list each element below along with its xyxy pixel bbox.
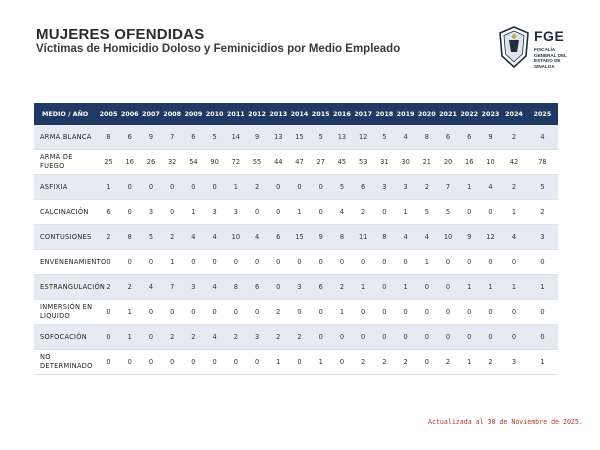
row-label: SOFOCACIÓN xyxy=(34,325,98,350)
table-cell: 6 xyxy=(459,125,480,150)
table-cell: 13 xyxy=(268,125,289,150)
table-cell: 2 xyxy=(353,200,374,225)
table-cell: 5 xyxy=(140,225,161,250)
table-cell: 0 xyxy=(268,200,289,225)
table-cell: 1 xyxy=(459,175,480,200)
column-header-year: 2005 xyxy=(98,103,119,125)
table-cell: 0 xyxy=(480,325,501,350)
table-cell: 0 xyxy=(204,250,225,275)
table-cell: 0 xyxy=(98,250,119,275)
table-cell: 2 xyxy=(225,325,246,350)
page-title: MUJERES OFENDIDAS xyxy=(36,26,205,43)
table-cell: 0 xyxy=(289,250,310,275)
row-label: ENVENENAMIENTO xyxy=(34,250,98,275)
table-cell: 4 xyxy=(395,125,416,150)
table-cell: 0 xyxy=(395,325,416,350)
table-cell: 30 xyxy=(395,150,416,175)
table-cell: 44 xyxy=(268,150,289,175)
table-cell: 2 xyxy=(289,325,310,350)
table-cell: 90 xyxy=(204,150,225,175)
table-cell: 2 xyxy=(246,175,267,200)
logo-subtitle: FISCALÍA GENERAL DEL ESTADO DE SINALOA xyxy=(534,47,567,69)
table-cell: 42 xyxy=(501,150,527,175)
table-cell: 1 xyxy=(480,275,501,300)
table-cell: 32 xyxy=(162,150,183,175)
table-cell: 0 xyxy=(310,200,331,225)
table-cell: 12 xyxy=(480,225,501,250)
column-header-year: 2018 xyxy=(374,103,395,125)
table-cell: 0 xyxy=(183,300,204,325)
column-header-year: 2010 xyxy=(204,103,225,125)
row-label: ARMA BLANCA xyxy=(34,125,98,150)
table-cell: 0 xyxy=(374,300,395,325)
table-cell: 8 xyxy=(225,275,246,300)
table-cell: 0 xyxy=(140,300,161,325)
table-cell: 6 xyxy=(183,125,204,150)
column-header-year: 2025 xyxy=(527,103,558,125)
column-header-year: 2007 xyxy=(140,103,161,125)
table-cell: 0 xyxy=(437,275,458,300)
table-cell: 0 xyxy=(98,325,119,350)
table-cell: 5 xyxy=(310,125,331,150)
table-cell: 0 xyxy=(119,350,140,375)
table-cell: 3 xyxy=(501,350,527,375)
table-cell: 2 xyxy=(501,125,527,150)
table-cell: 1 xyxy=(501,275,527,300)
table-cell: 0 xyxy=(204,175,225,200)
table-cell: 1 xyxy=(416,250,437,275)
table-cell: 0 xyxy=(459,250,480,275)
table-cell: 0 xyxy=(437,300,458,325)
table-cell: 78 xyxy=(527,150,558,175)
table-cell: 25 xyxy=(98,150,119,175)
table-cell: 0 xyxy=(162,300,183,325)
table-cell: 14 xyxy=(225,125,246,150)
table-row xyxy=(34,200,558,225)
table-cell: 0 xyxy=(225,350,246,375)
row-label: ASFIXIA xyxy=(34,175,98,200)
row-label: CALCINACIÓN xyxy=(34,200,98,225)
table-cell: 0 xyxy=(246,350,267,375)
table-cell: 3 xyxy=(183,275,204,300)
table-cell: 4 xyxy=(183,225,204,250)
table-cell: 0 xyxy=(459,300,480,325)
fge-logo xyxy=(498,24,578,70)
table-cell: 0 xyxy=(416,325,437,350)
table-cell: 0 xyxy=(183,350,204,375)
table-cell: 4 xyxy=(204,225,225,250)
table-cell: 0 xyxy=(225,250,246,275)
table-cell: 6 xyxy=(437,125,458,150)
table-cell: 0 xyxy=(501,300,527,325)
table-cell: 0 xyxy=(395,300,416,325)
column-header-year: 2011 xyxy=(225,103,246,125)
table-cell: 2 xyxy=(353,350,374,375)
table-cell: 0 xyxy=(331,250,352,275)
table-cell: 0 xyxy=(140,175,161,200)
table-cell: 0 xyxy=(162,200,183,225)
row-label: INMERSIÓN EN LÍQUIDO xyxy=(34,300,98,325)
table-cell: 2 xyxy=(119,275,140,300)
table-cell: 0 xyxy=(374,275,395,300)
table-cell: 1 xyxy=(162,250,183,275)
table-cell: 54 xyxy=(183,150,204,175)
table-row xyxy=(34,150,558,175)
table-cell: 2 xyxy=(527,200,558,225)
column-header-medio: MEDIO / AÑO xyxy=(34,103,98,125)
table-cell: 3 xyxy=(395,175,416,200)
table-cell: 0 xyxy=(353,300,374,325)
table-cell: 0 xyxy=(310,250,331,275)
table-cell: 3 xyxy=(527,225,558,250)
table-cell: 5 xyxy=(331,175,352,200)
table-cell: 0 xyxy=(268,275,289,300)
table-cell: 13 xyxy=(331,125,352,150)
table-cell: 15 xyxy=(289,225,310,250)
table-cell: 7 xyxy=(162,125,183,150)
table-cell: 2 xyxy=(374,350,395,375)
table-cell: 55 xyxy=(246,150,267,175)
table-cell: 10 xyxy=(225,225,246,250)
table-cell: 3 xyxy=(204,200,225,225)
table-cell: 0 xyxy=(353,325,374,350)
row-label: CONTUSIONES xyxy=(34,225,98,250)
table-cell: 5 xyxy=(527,175,558,200)
table-cell: 4 xyxy=(480,175,501,200)
table-cell: 8 xyxy=(416,125,437,150)
table-cell: 0 xyxy=(289,175,310,200)
row-label: NO DETERMINADO xyxy=(34,350,98,375)
table-cell: 9 xyxy=(459,225,480,250)
column-header-year: 2006 xyxy=(119,103,140,125)
table-cell: 8 xyxy=(331,225,352,250)
column-header-year: 2016 xyxy=(331,103,352,125)
table-cell: 7 xyxy=(162,275,183,300)
table-cell: 1 xyxy=(395,275,416,300)
row-label: ESTRANGULACIÓN xyxy=(34,275,98,300)
table-header-row xyxy=(34,103,558,125)
table-cell: 1 xyxy=(225,175,246,200)
table-cell: 4 xyxy=(140,275,161,300)
update-footnote: Actualizada al 30 de Noviembre de 2025. xyxy=(428,418,583,426)
table-cell: 7 xyxy=(437,175,458,200)
table-cell: 0 xyxy=(374,200,395,225)
table-cell: 0 xyxy=(183,250,204,275)
table-cell: 16 xyxy=(459,150,480,175)
column-header-year: 2019 xyxy=(395,103,416,125)
table-cell: 9 xyxy=(246,125,267,150)
table-cell: 1 xyxy=(459,275,480,300)
table-cell: 2 xyxy=(98,225,119,250)
logo-text: FGE xyxy=(534,28,565,44)
table-cell: 3 xyxy=(374,175,395,200)
table-cell: 0 xyxy=(480,300,501,325)
table-cell: 0 xyxy=(225,300,246,325)
table-cell: 4 xyxy=(246,225,267,250)
table-cell: 0 xyxy=(416,350,437,375)
table-cell: 6 xyxy=(353,175,374,200)
table-cell: 4 xyxy=(527,125,558,150)
table-cell: 0 xyxy=(395,250,416,275)
table-cell: 11 xyxy=(353,225,374,250)
table-cell: 0 xyxy=(459,325,480,350)
table-cell: 2 xyxy=(331,275,352,300)
table-cell: 1 xyxy=(119,325,140,350)
column-header-year: 2024 xyxy=(501,103,527,125)
table-cell: 0 xyxy=(501,325,527,350)
table-cell: 4 xyxy=(416,225,437,250)
column-header-year: 2009 xyxy=(183,103,204,125)
table-cell: 45 xyxy=(331,150,352,175)
table-cell: 2 xyxy=(437,350,458,375)
table-cell: 2 xyxy=(183,325,204,350)
table-cell: 0 xyxy=(119,250,140,275)
table-cell: 72 xyxy=(225,150,246,175)
table-cell: 0 xyxy=(119,175,140,200)
table-cell: 2 xyxy=(98,275,119,300)
table-cell: 1 xyxy=(183,200,204,225)
table-cell: 2 xyxy=(268,300,289,325)
table-cell: 4 xyxy=(331,200,352,225)
table-cell: 0 xyxy=(527,300,558,325)
table-cell: 26 xyxy=(140,150,161,175)
table-cell: 21 xyxy=(416,150,437,175)
table-cell: 1 xyxy=(527,275,558,300)
table-body xyxy=(34,125,558,375)
table-cell: 0 xyxy=(289,300,310,325)
table-cell: 4 xyxy=(204,275,225,300)
table-cell: 4 xyxy=(501,225,527,250)
table-cell: 9 xyxy=(480,125,501,150)
table-cell: 5 xyxy=(204,125,225,150)
table-cell: 5 xyxy=(374,125,395,150)
table-cell: 0 xyxy=(98,300,119,325)
table-cell: 1 xyxy=(119,300,140,325)
column-header-year: 2021 xyxy=(437,103,458,125)
table-cell: 47 xyxy=(289,150,310,175)
column-header-year: 2023 xyxy=(480,103,501,125)
column-header-year: 2017 xyxy=(353,103,374,125)
table-cell: 0 xyxy=(204,300,225,325)
table-cell: 15 xyxy=(289,125,310,150)
table-cell: 27 xyxy=(310,150,331,175)
table-cell: 1 xyxy=(459,350,480,375)
table-cell: 9 xyxy=(140,125,161,150)
table-row xyxy=(34,125,558,150)
table-cell: 0 xyxy=(204,350,225,375)
table-cell: 0 xyxy=(331,350,352,375)
table-cell: 9 xyxy=(310,225,331,250)
table-cell: 0 xyxy=(480,250,501,275)
table-cell: 6 xyxy=(246,275,267,300)
table-cell: 2 xyxy=(162,225,183,250)
table-cell: 2 xyxy=(268,325,289,350)
table-cell: 2 xyxy=(395,350,416,375)
table-cell: 0 xyxy=(246,300,267,325)
table-cell: 0 xyxy=(140,325,161,350)
table-cell: 20 xyxy=(437,150,458,175)
table-cell: 0 xyxy=(353,250,374,275)
row-label: ARMA DE FUEGO xyxy=(34,150,98,175)
table-cell: 0 xyxy=(331,325,352,350)
table-cell: 0 xyxy=(162,350,183,375)
table-cell: 0 xyxy=(459,200,480,225)
table-cell: 8 xyxy=(374,225,395,250)
table-cell: 1 xyxy=(353,275,374,300)
table-cell: 0 xyxy=(310,300,331,325)
table-cell: 0 xyxy=(162,175,183,200)
table-cell: 5 xyxy=(416,200,437,225)
table-cell: 0 xyxy=(374,250,395,275)
table-cell: 3 xyxy=(140,200,161,225)
table-cell: 0 xyxy=(140,250,161,275)
table-cell: 1 xyxy=(310,350,331,375)
table-cell: 3 xyxy=(289,275,310,300)
table-row xyxy=(34,325,558,350)
table-cell: 0 xyxy=(527,325,558,350)
table-cell: 0 xyxy=(416,300,437,325)
column-header-year: 2014 xyxy=(289,103,310,125)
table-row xyxy=(34,300,558,325)
table-cell: 2 xyxy=(416,175,437,200)
table-cell: 2 xyxy=(480,350,501,375)
table-cell: 1 xyxy=(501,200,527,225)
column-header-year: 2013 xyxy=(268,103,289,125)
table-cell: 3 xyxy=(246,325,267,350)
table-row xyxy=(34,275,558,300)
table-cell: 0 xyxy=(310,325,331,350)
table-cell: 4 xyxy=(395,225,416,250)
table-cell: 6 xyxy=(98,200,119,225)
table-row xyxy=(34,225,558,250)
table-cell: 5 xyxy=(437,200,458,225)
table-cell: 3 xyxy=(225,200,246,225)
table-cell: 0 xyxy=(119,200,140,225)
table-cell: 8 xyxy=(119,225,140,250)
column-header-year: 2022 xyxy=(459,103,480,125)
table-cell: 8 xyxy=(98,125,119,150)
table-cell: 1 xyxy=(395,200,416,225)
table-cell: 1 xyxy=(289,200,310,225)
table-cell: 31 xyxy=(374,150,395,175)
table-cell: 0 xyxy=(480,200,501,225)
shield-emblem-icon xyxy=(498,26,530,68)
column-header-year: 2008 xyxy=(162,103,183,125)
table-cell: 4 xyxy=(204,325,225,350)
table-cell: 6 xyxy=(268,225,289,250)
table-row xyxy=(34,175,558,200)
table-cell: 10 xyxy=(437,225,458,250)
table-cell: 0 xyxy=(183,175,204,200)
table-cell: 0 xyxy=(268,250,289,275)
table-cell: 0 xyxy=(140,350,161,375)
table-cell: 1 xyxy=(331,300,352,325)
page-subtitle: Víctimas de Homicidio Doloso y Feminicidios por Medio Empleado xyxy=(36,43,401,55)
table-cell: 0 xyxy=(310,175,331,200)
table-row xyxy=(34,250,558,275)
table-cell: 1 xyxy=(98,175,119,200)
data-table xyxy=(34,103,558,375)
table-cell: 0 xyxy=(527,250,558,275)
table-cell: 16 xyxy=(119,150,140,175)
column-header-year: 2012 xyxy=(246,103,267,125)
table-cell: 0 xyxy=(437,250,458,275)
table-cell: 6 xyxy=(310,275,331,300)
table-row xyxy=(34,350,558,375)
table-cell: 0 xyxy=(501,250,527,275)
table-cell: 1 xyxy=(527,350,558,375)
column-header-year: 2015 xyxy=(310,103,331,125)
table-cell: 2 xyxy=(501,175,527,200)
table-cell: 0 xyxy=(289,350,310,375)
table-cell: 0 xyxy=(437,325,458,350)
table-cell: 1 xyxy=(268,350,289,375)
table-cell: 0 xyxy=(416,275,437,300)
table-cell: 53 xyxy=(353,150,374,175)
table-cell: 12 xyxy=(353,125,374,150)
table-cell: 0 xyxy=(246,200,267,225)
column-header-year: 2020 xyxy=(416,103,437,125)
table-cell: 6 xyxy=(119,125,140,150)
table-cell: 0 xyxy=(246,250,267,275)
table-cell: 0 xyxy=(268,175,289,200)
table-cell: 10 xyxy=(480,150,501,175)
table-cell: 2 xyxy=(162,325,183,350)
table-cell: 0 xyxy=(98,350,119,375)
table-cell: 0 xyxy=(374,325,395,350)
